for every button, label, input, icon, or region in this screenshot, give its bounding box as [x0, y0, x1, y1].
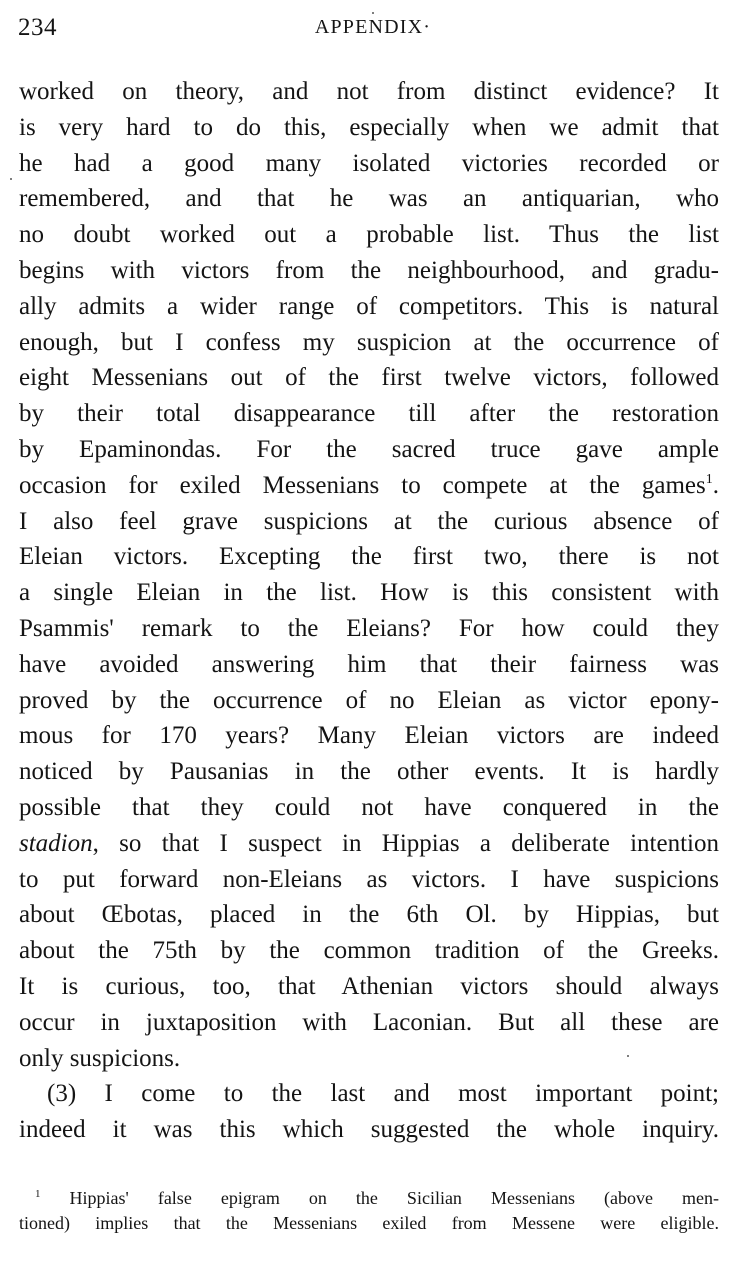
text-segment: . — [712, 471, 719, 499]
text-line: eight Messenians out of the first twelve victors, followed — [19, 364, 719, 392]
text-line: a single Eleian in the list. How is this consistent with — [19, 579, 719, 607]
text-line-with-italic — [19, 826, 719, 862]
text-segment: , so that I suspect in Hippias a deliberate intention — [92, 829, 719, 857]
footnote-line — [19, 1186, 719, 1211]
text-line: occur in juxtaposition with Laconian. But all these are — [19, 1008, 719, 1036]
text-line: enough, but I confess my suspicion at the occurrence of — [19, 328, 719, 356]
print-speck — [372, 12, 374, 14]
text-line: by Epaminondas. For the sacred truce gave ample — [19, 435, 719, 463]
text-line: noticed by Pausanias in the other events. It is hardly — [19, 758, 719, 786]
footnote — [19, 1186, 719, 1236]
footnote-marker: 1 — [35, 1188, 41, 1200]
footnote-line: tioned) implies that the Messenians exiled from Messene were eligible. — [19, 1213, 719, 1233]
footnote-text: Hippias' false epigram on the Sicilian Messenians (above men- — [69, 1188, 720, 1208]
text-line: have avoided answering him that their fairness was — [19, 650, 719, 678]
running-head — [0, 10, 746, 50]
text-line-with-footnote-ref — [19, 468, 719, 504]
paragraph-last-line: only suspicions. — [19, 1044, 181, 1072]
text-segment: occasion for exiled Messenians to compete at the games — [19, 471, 706, 499]
text-line: is very hard to do this, especially when we admit that — [19, 113, 719, 141]
footnote-reference: 1 — [705, 471, 713, 487]
text-line: mous for 170 years? Many Eleian victors are indeed — [19, 722, 719, 750]
text-line: about Œbotas, placed in the 6th Ol. by Hippias, but — [19, 901, 719, 929]
page-number: 234 — [18, 14, 57, 41]
text-line: remembered, and that he was an antiquarian, who — [19, 185, 719, 213]
body-text — [19, 74, 719, 1148]
text-line: proved by the occurrence of no Eleian as victor epony- — [19, 686, 719, 714]
text-line: Psammis' remark to the Eleians? For how could they — [19, 614, 719, 642]
text-line: I also feel grave suspicions at the curious absence of — [19, 507, 719, 535]
text-line: Eleian victors. Excepting the first two, there is not — [19, 543, 719, 571]
text-line: possible that they could not have conquered in the — [19, 793, 719, 821]
text-line: indeed it was this which suggested the whole inquiry. — [19, 1116, 719, 1144]
text-line: he had a good many isolated victories recorded or — [19, 149, 719, 177]
print-speck — [10, 178, 12, 180]
text-line: worked on theory, and not from distinct evidence? It — [19, 78, 719, 105]
text-line: to put forward non-Eleians as victors. I have suspicions — [19, 865, 719, 893]
paragraph-first-line: (3) I come to the last and most important point; — [47, 1080, 719, 1108]
running-title: APPENDIX· — [314, 16, 432, 38]
text-line: begins with victors from the neighbourhood, and gradu- — [19, 256, 719, 284]
text-line: It is curious, too, that Athenian victors should always — [19, 972, 719, 1000]
print-speck — [627, 1055, 629, 1057]
text-line: about the 75th by the common tradition of the Greeks. — [19, 937, 719, 965]
italic-term: stadion — [19, 829, 93, 857]
text-line: by their total disappearance till after the restoration — [19, 400, 719, 428]
text-line: no doubt worked out a probable list. Thus the list — [19, 221, 719, 249]
text-line: ally admits a wider range of competitors. This is natural — [19, 292, 719, 320]
